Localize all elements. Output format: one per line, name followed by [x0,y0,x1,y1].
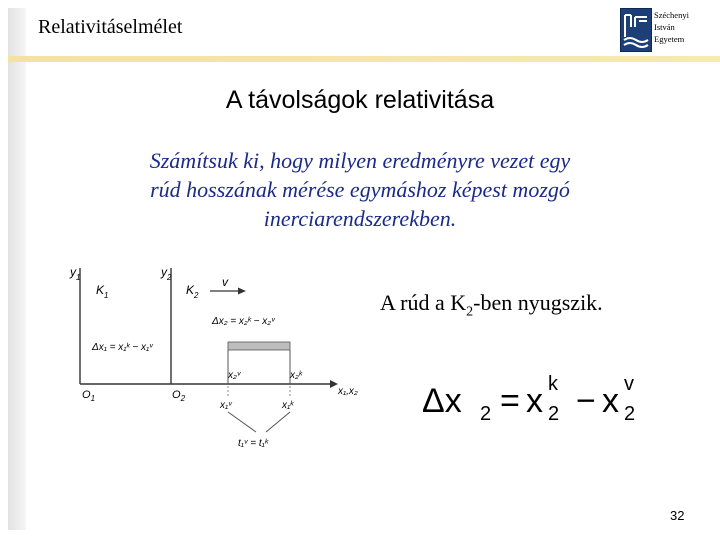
intro-line: rúd hosszának mérése egymáshoz képest mozgó [150,177,570,202]
x1v-label: x₁ᵛ [220,400,232,411]
logo-line: Egyetem [654,34,685,44]
o2-label: $O_2$ [172,389,186,403]
velocity-arrow-icon [238,288,246,295]
logo-line: István [654,22,675,32]
formula-xv: x [602,382,619,420]
dx1-equation: Δx₁ = x₁ᵏ − x₁ᵛ [92,342,153,353]
page-number: 32 [670,508,685,523]
rest-statement-sub: 2 [466,304,474,320]
formula-delta: Δx [422,382,462,420]
intro-line: Számítsuk ki, hogy milyen eredményre vezet egy [149,148,571,173]
time-line-left [228,412,256,432]
y2-label: $y_2$ [161,265,172,282]
formula-equals: = [500,382,520,420]
y1-label: $y_1$ [70,265,81,282]
formula-minus: − [576,382,596,420]
time-line-right [266,412,290,432]
formula-delta-sub: 2 [480,403,492,425]
logo-text [654,9,718,45]
k1-label: $K_1$ [96,283,109,300]
formula-v-sub: 2 [624,403,636,425]
reference-frames-diagram [60,260,370,460]
slide-title: A távolságok relativitása [225,86,495,114]
header-divider [8,56,720,62]
formula-k-sup: k [548,373,558,395]
length-formula [420,366,680,436]
dx2-equation: Δx₂ = x₂ᵏ − x₂ᵛ [212,316,275,327]
x1k-label: x₁ᵏ [282,400,294,411]
rod [228,342,290,350]
formula-xk: x [526,382,543,420]
velocity-label: v [222,275,228,289]
x-axis-arrow-icon [330,380,338,388]
time-equation: t₁ᵛ = t₁ᵏ [238,438,268,449]
rest-statement [380,290,603,320]
o1-label: $O_1$ [82,389,96,403]
rest-statement-after: -ben nyugszik. [473,290,603,315]
formula-v-sup: v [624,373,634,395]
k2-label: $K_2$ [186,283,199,300]
university-logo-icon [620,8,652,52]
x2k-label: x₂ᵏ [290,370,302,381]
x-axis-label: x₁,x₂ [338,386,358,397]
header-title: Relativitáselmélet [38,16,183,38]
intro-line: inerciarendszerekben. [263,206,457,231]
x2v-label: x₂ᵛ [228,370,241,381]
intro-paragraph [40,146,680,233]
formula-k-sub: 2 [548,403,560,425]
logo-line: Széchenyi [654,10,689,20]
rest-statement-before: A rúd a K [380,290,467,315]
